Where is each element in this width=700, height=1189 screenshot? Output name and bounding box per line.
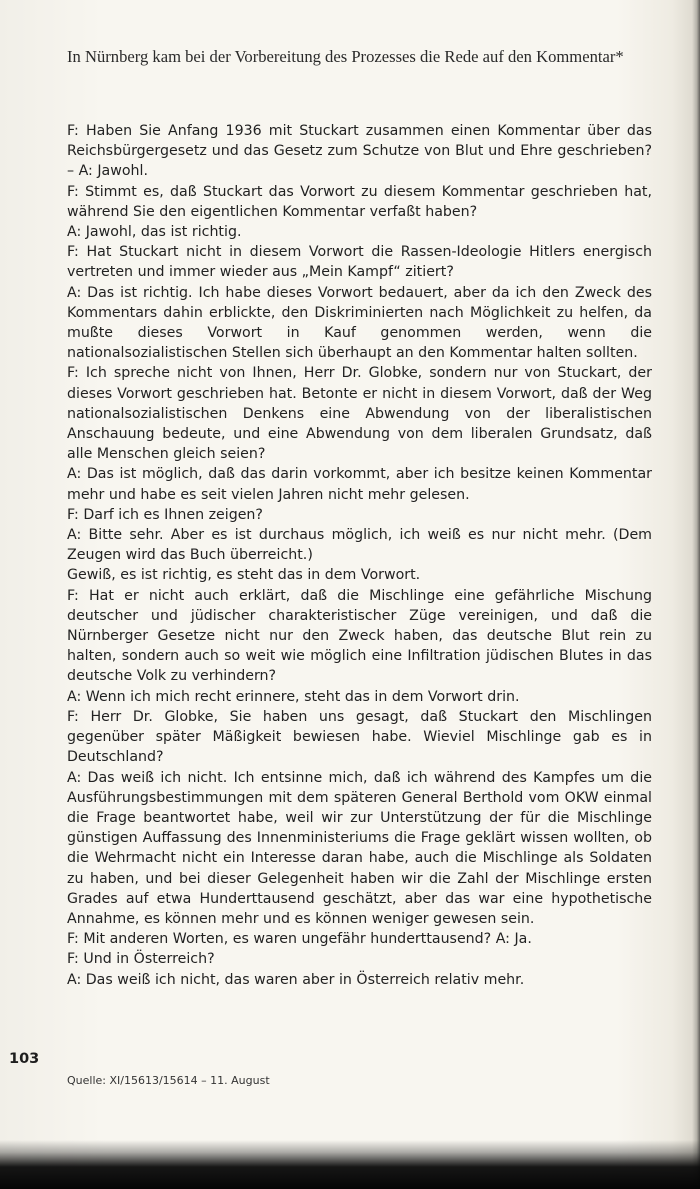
transcript-paragraph: A: Das ist richtig. Ich habe dieses Vorwort bedauert, aber da ich den Zweck des Kommentars dahin erblickte, den Diskriminierten nach Möglichkeit zu helfen, da mußte dieses Vorwort in Kauf genommen werden, wenn die nationalsozialistischen Stellen sich überhaupt an den Kommentar halten sollten. xyxy=(67,284,652,362)
transcript-paragraph: A: Das ist möglich, daß das darin vorkommt, aber ich besitze keinen Kommentar mehr und habe es seit vielen Jahren nicht mehr gelesen. xyxy=(67,466,652,503)
page-number: 103 xyxy=(9,1051,40,1067)
transcript-paragraph: F: Ich spreche nicht von Ihnen, Herr Dr. Globke, sondern nur von Stuckart, der dieses Vorwort geschrieben hat. Betonte er nicht in diesem Vorwort, daß der Weg nationalsozialistischen Denkens eine Abwendung von der liberalistischen Anschauung bedeute, und eine Abwendung von dem liberalen Grundsatz, daß alle Menschen gleich seien? xyxy=(67,365,652,463)
transcript-paragraph: A: Das weiß ich nicht. Ich entsinne mich, daß ich während des Kampfes um die Ausführungsbestimmungen mit dem späteren General Berthold vom OKW einmal die Frage beantwortet habe, weil wir zur Unterstützung der für die Mischlinge günstigen Auffassung des Innenministeriums die Frage geklärt wissen wollten, ob die Wehrmacht nicht ein Interesse daran habe, auch die Mischlinge als Soldaten zu haben, und bei dieser Gelegenheit haben wir die Zahl der Mischlinge ersten Grades auf etwa Hunderttausend geschätzt, aber das war eine hypothetische Annahme, es können mehr und es können weniger gewesen sein. xyxy=(67,769,652,927)
transcript-paragraph: F: Und in Österreich? xyxy=(67,951,215,968)
transcript-paragraph: F: Mit anderen Worten, es waren ungefähr hunderttausend? A: Ja. xyxy=(67,931,532,948)
transcript-paragraph: A: Bitte sehr. Aber es ist durchaus möglich, ich weiß es nur nicht mehr. (Dem Zeugen wird das Buch überreicht.) xyxy=(67,527,652,564)
transcript-paragraph: F: Hat Stuckart nicht in diesem Vorwort die Rassen-Ideologie Hitlers energisch vertreten und immer wieder aus „Mein Kampf“ zitiert? xyxy=(67,244,652,281)
transcript-paragraph: Gewiß, es ist richtig, es steht das in dem Vorwort. xyxy=(67,567,421,584)
page-edge-shadow xyxy=(692,0,700,1189)
transcript-paragraph: F: Stimmt es, daß Stuckart das Vorwort zu diesem Kommentar geschrieben hat, während Sie den eigentlichen Kommentar verfaßt haben? xyxy=(67,183,652,220)
page-bottom-shadow xyxy=(0,1140,700,1189)
transcript-paragraph: A: Das weiß ich nicht, das waren aber in Österreich relativ mehr. xyxy=(67,971,525,988)
transcript-paragraph: F: Hat er nicht auch erklärt, daß die Mischlinge eine gefährliche Mischung deutscher und jüdischer charakteristischer Züge vereinigen, und daß die Nürnberger Gesetze nicht nur den Zweck haben, das deutsche Blut rein zu halten, sondern auch so weit wie möglich eine Infiltration jüdischen Blutes in das deutsche Volk zu verhindern? xyxy=(67,587,652,685)
interrogation-transcript xyxy=(67,121,652,990)
transcript-paragraph: A: Jawohl, das ist richtig. xyxy=(67,224,242,241)
transcript-paragraph: F: Darf ich es Ihnen zeigen? xyxy=(67,506,263,523)
source-citation: Quelle: XI/15613/15614 – 11. August xyxy=(67,1074,270,1087)
transcript-paragraph: A: Wenn ich mich recht erinnere, steht das in dem Vorwort drin. xyxy=(67,688,520,705)
transcript-paragraph: F: Herr Dr. Globke, Sie haben uns gesagt, daß Stuckart den Mischlingen gegenüber später Mäßigkeit bewiesen habe. Wieviel Mischlinge gab es in Deutschland? xyxy=(67,708,652,766)
intro-text: In Nürnberg kam bei der Vorbereitung des Prozesses die Rede auf den Kommentar* xyxy=(67,47,624,66)
transcript-paragraph: F: Haben Sie Anfang 1936 mit Stuckart zusammen einen Kommentar über das Reichsbürgergesetz und das Gesetz zum Schutze von Blut und Ehre geschrieben? – A: Jawohl. xyxy=(67,123,652,180)
